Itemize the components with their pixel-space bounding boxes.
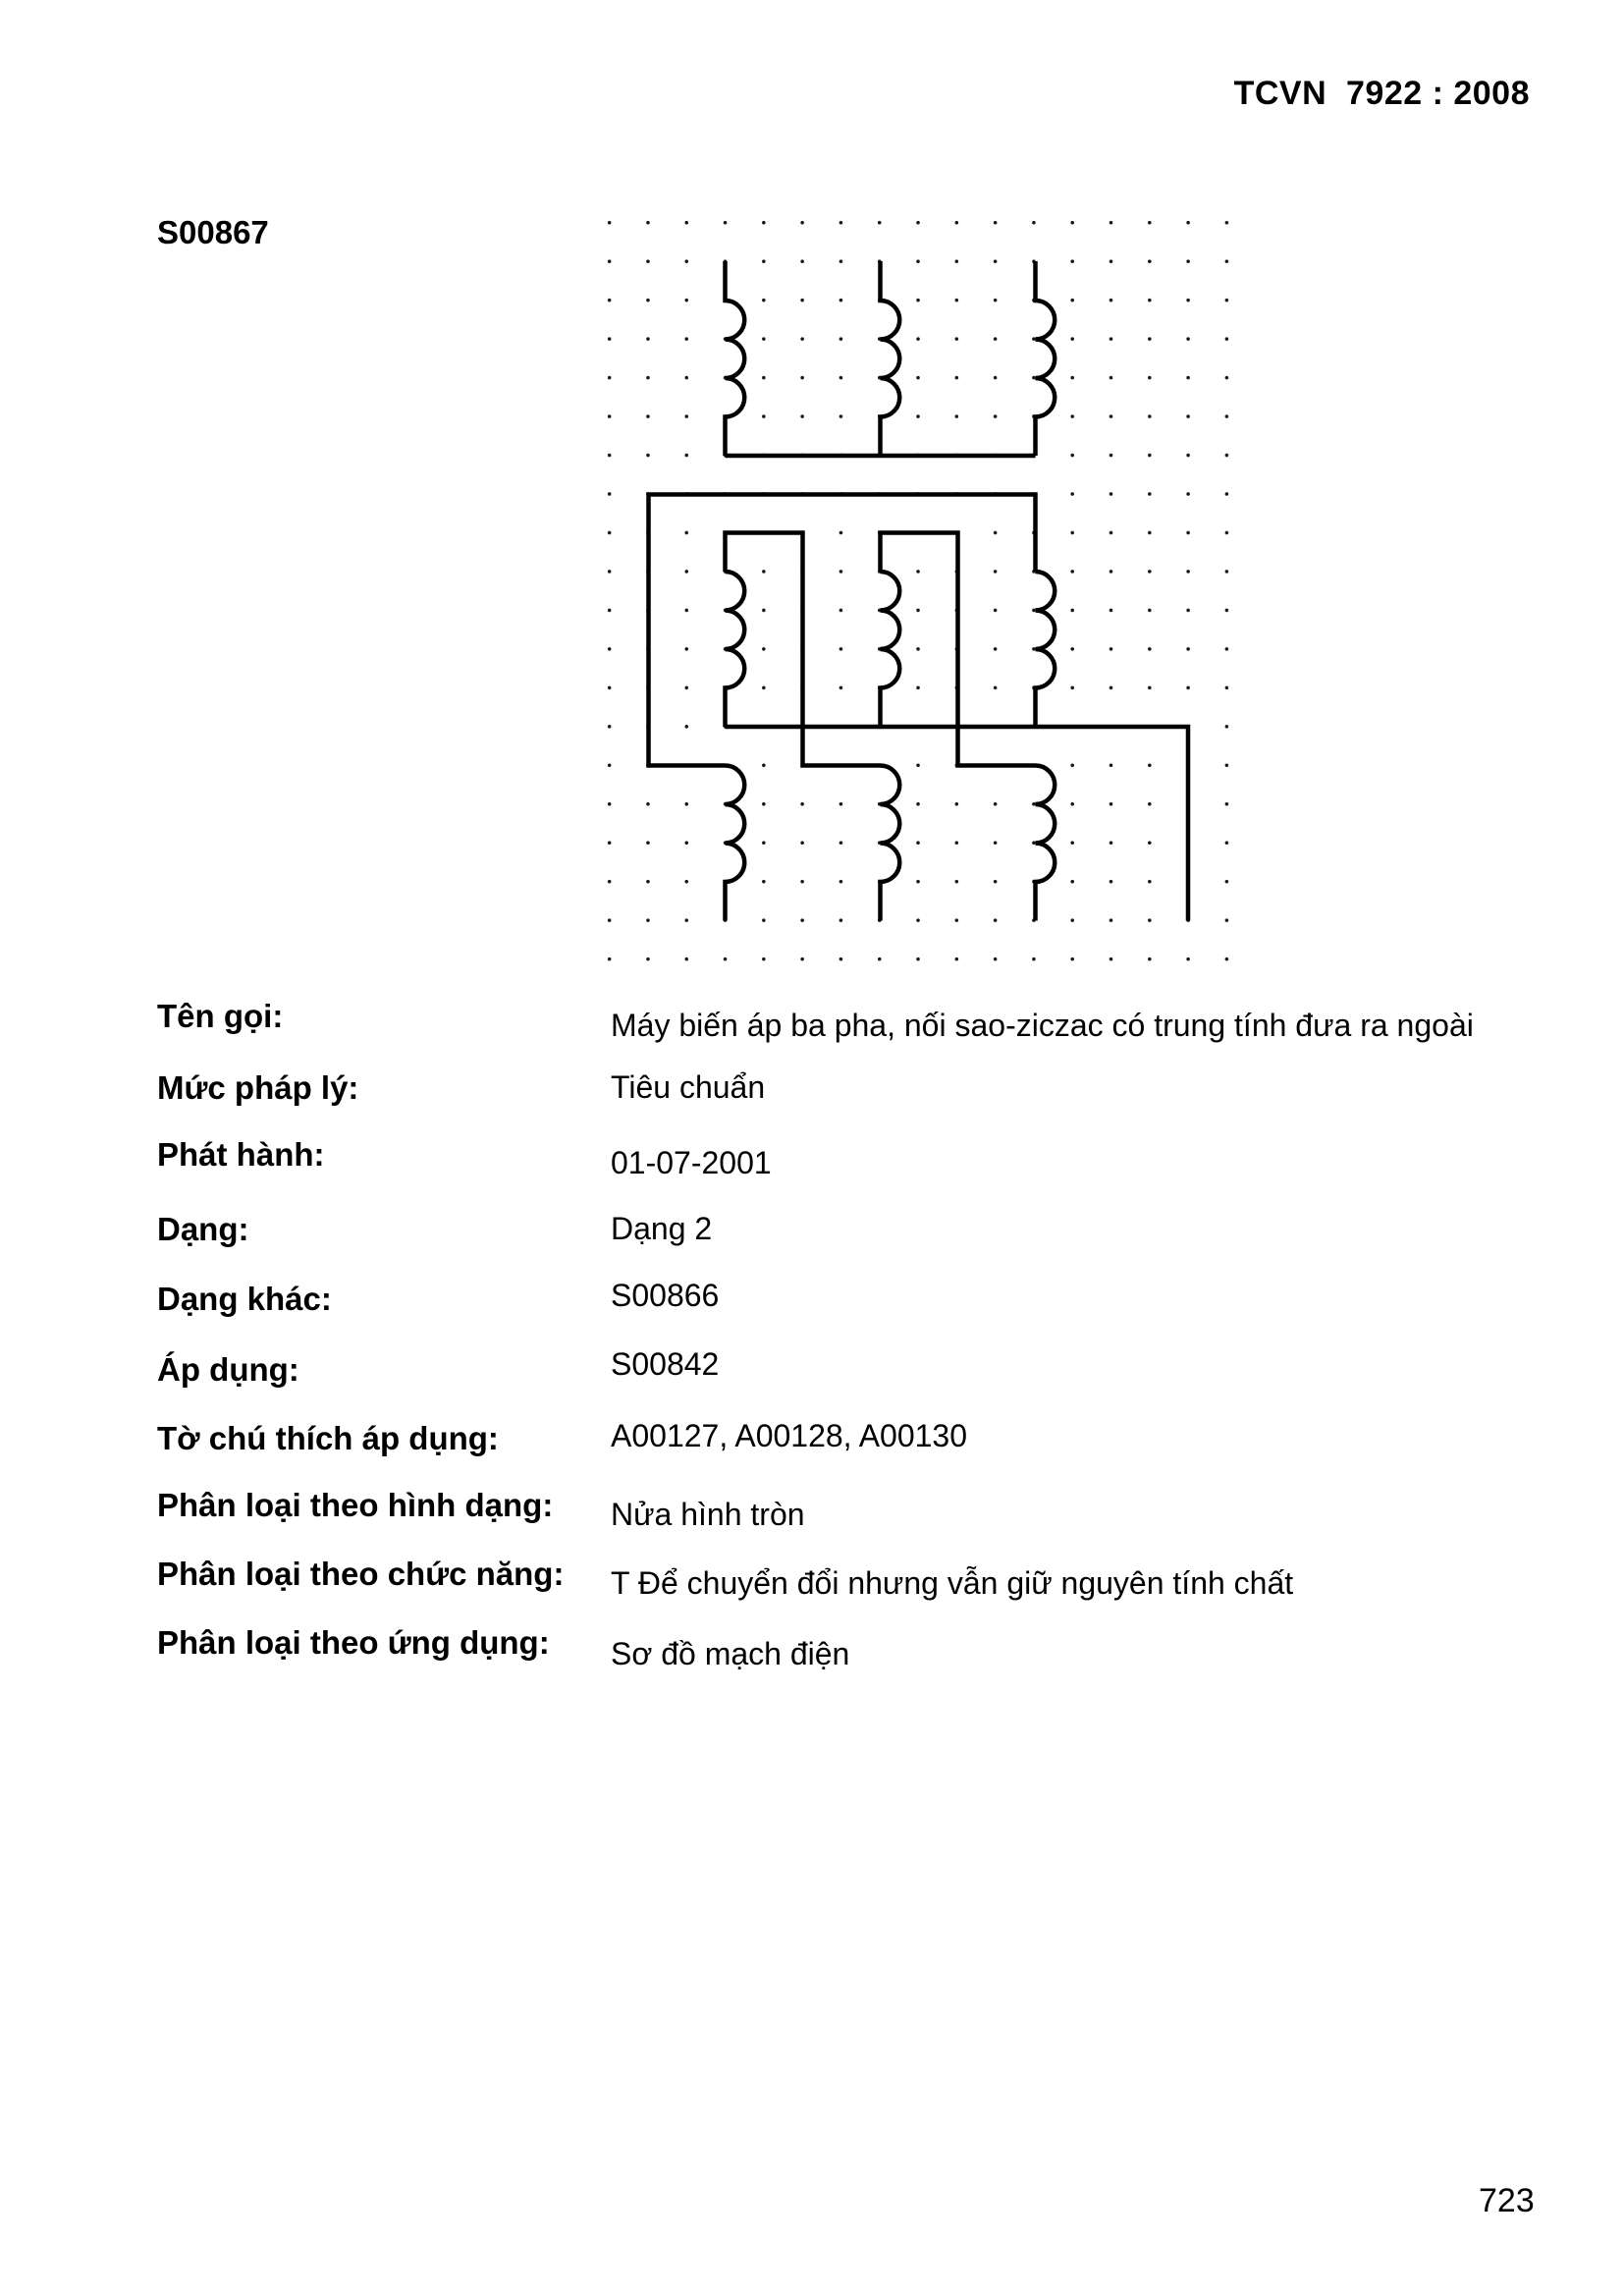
field-row <box>0 1211 1624 1254</box>
field-value: A00127, A00128, A00130 <box>611 1418 968 1453</box>
field-value: Máy biến áp ba pha, nối sao-ziczac có trung tính đưa ra ngoài <box>611 1008 1474 1043</box>
field-label: Áp dụng: <box>157 1351 299 1388</box>
field-row <box>0 1136 1624 1179</box>
field-row <box>0 998 1624 1041</box>
field-value: T Để chuyển đổi nhưng vẫn giữ nguyên tính chất <box>611 1565 1294 1601</box>
circuit-diagram <box>589 201 1247 977</box>
zigzag-upper-winding-2 <box>881 572 900 727</box>
field-value: Dạng 2 <box>611 1211 713 1246</box>
field-row <box>0 1420 1624 1463</box>
zigzag-upper-winding-1 <box>726 572 745 727</box>
field-label: Phân loại theo ứng dụng: <box>157 1624 550 1661</box>
symbol-id: S00867 <box>157 214 269 250</box>
field-value: S00866 <box>611 1278 720 1313</box>
primary-winding-1 <box>726 261 745 456</box>
page-number: 723 <box>1479 2182 1535 2219</box>
field-row <box>0 1624 1624 1671</box>
primary-winding-2 <box>881 261 900 456</box>
field-row <box>0 1556 1624 1599</box>
primary-winding-3 <box>1036 261 1056 456</box>
standard-header: TCVN 7922 : 2008 <box>1233 75 1530 112</box>
field-value: S00842 <box>611 1346 720 1382</box>
transformer-symbol-diagram <box>589 201 1247 977</box>
field-row <box>0 1069 1624 1113</box>
field-row <box>0 1487 1624 1530</box>
field-label: Mức pháp lý: <box>157 1069 359 1106</box>
field-row <box>0 1278 1624 1324</box>
field-label: Dạng khác: <box>157 1281 332 1317</box>
field-row <box>0 1346 1624 1394</box>
field-value: Tiêu chuẩn <box>611 1069 766 1105</box>
field-label: Dạng: <box>157 1211 249 1247</box>
zigzag-link-3-to-1 <box>649 495 1036 921</box>
field-label: Tên gọi: <box>157 998 284 1034</box>
field-label: Phân loại theo hình dạng: <box>157 1487 554 1523</box>
field-label: Tờ chú thích áp dụng: <box>157 1420 499 1456</box>
field-value: Nửa hình tròn <box>611 1497 805 1532</box>
field-value: 01-07-2001 <box>611 1145 772 1180</box>
field-label: Phát hành: <box>157 1136 325 1173</box>
field-value: Sơ đồ mạch điện <box>611 1636 850 1671</box>
field-label: Phân loại theo chức năng: <box>157 1556 565 1592</box>
zigzag-upper-winding-3 <box>1036 572 1056 727</box>
